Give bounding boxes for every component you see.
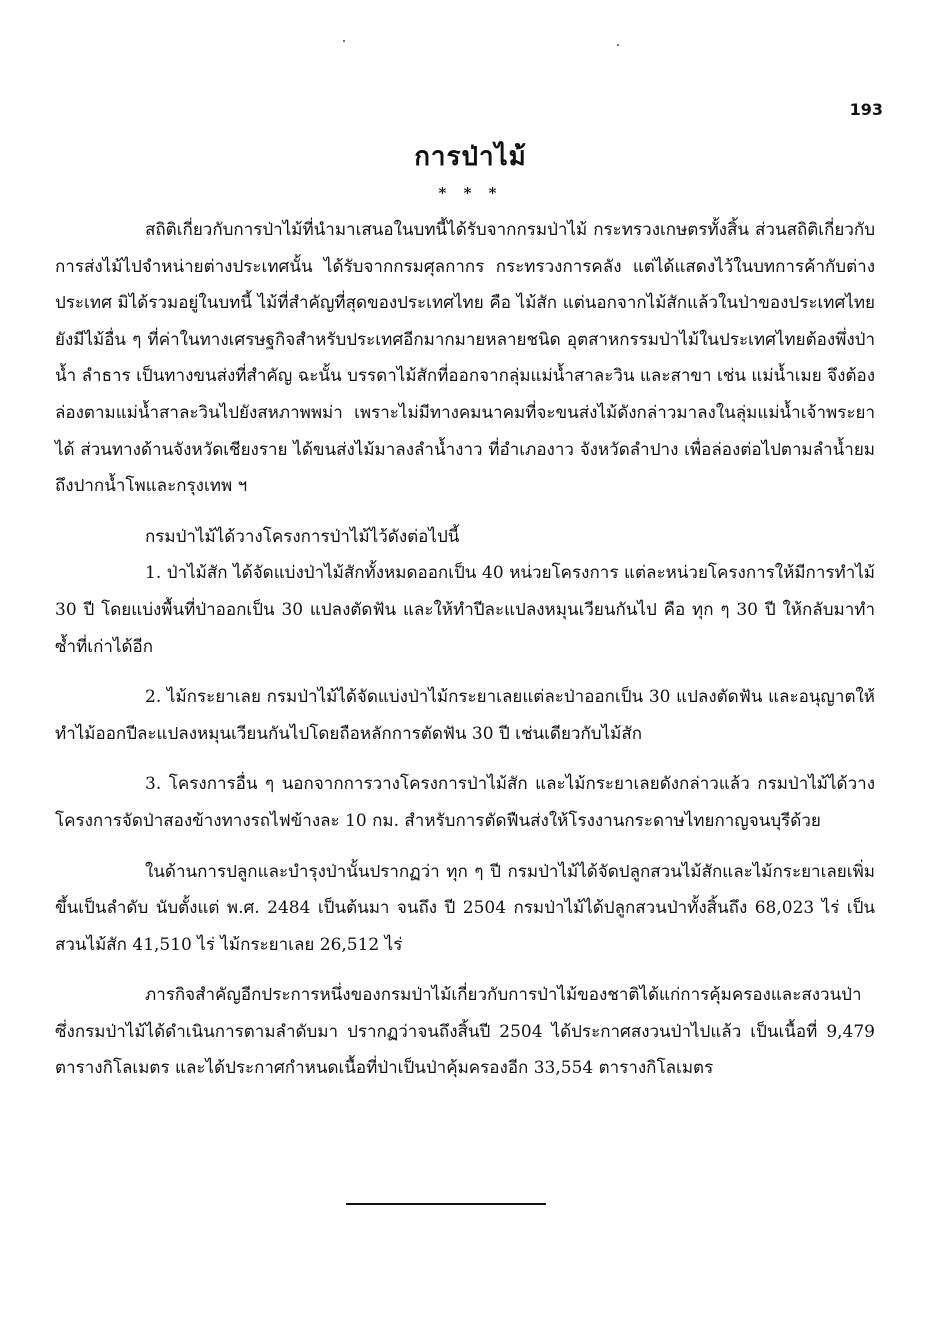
scan-speck bbox=[343, 40, 345, 42]
page-number: 193 bbox=[849, 100, 883, 119]
plan-item-other-projects: 3. โครงการอื่น ๆ นอกจากการวางโครงการป่าไม้สัก และไม้กระยาเลยดังกล่าวแล้ว กรมป่าไม้ได้วางโครงการจัดป่าสองข้างทางรถไฟข้างละ 10 กม. สำหรับการตัดฟืนส่งให้โรงงานกระดาษไทยกาญจนบุรีด้วย bbox=[55, 774, 875, 831]
plan-item-mixed-wood: 2. ไม้กระยาเลย กรมป่าไม้ได้จัดแบ่งป่าไม้กระยาเลยแต่ละป่าออกเป็น 30 แปลงตัดฟัน และอนุญาตให้ทำไม้ออกปีละแปลงหมุนเวียนกันไปโดยถือหลักการตัดฟัน 30 ปี เช่นเดียวกับไม้สัก bbox=[55, 687, 875, 744]
plan-item-teak: 1. ป่าไม้สัก ได้จัดแบ่งป่าไม้สักทั้งหมดออกเป็น 40 หน่วยโครงการ แต่ละหน่วยโครงการให้มีการทำไม้ 30 ปี โดยแบ่งพื้นที่ป่าออกเป็น 30 แปลงตัดฟัน และให้ทำปีละแปลงหมุนเวียนกันไป คือ ทุก ๆ 30 ปี ให้กลับมาทำซ้ำที่เก่าได้อีก bbox=[55, 563, 875, 657]
plantation-paragraph: ในด้านการปลูกและบำรุงป่านั้นปรากฏว่า ทุก ๆ ปี กรมป่าไม้ได้จัดปลูกสวนไม้สักและไม้กระยาเลยเพิ่มขึ้นเป็นลำดับ นับตั้งแต่ พ.ศ. 2484 เป็นต้นมา จนถึง ปี 2504 กรมป่าไม้ได้ปลูกสวนป่าทั้งสิ้นถึง 68,023 ไร่ เป็นสวนไม้สัก 41,510 ไร่ ไม้กระยาเลย 26,512 ไร่ bbox=[55, 861, 875, 955]
plan-intro-paragraph: กรมป่าไม้ได้วางโครงการป่าไม้ไว้ดังต่อไปนี้ bbox=[145, 526, 460, 547]
intro-paragraph: สถิติเกี่ยวกับการป่าไม้ที่นำมาเสนอในบทนี้ได้รับจากกรมป่าไม้ กระทรวงเกษตรทั้งสิ้น ส่วนสถิติเกี่ยวกับการส่งไม้ไปจำหน่ายต่างประเทศนั้น ได้รับจากกรมศุลกากร กระทรวงการคลัง แต่ได้แสดงไว้ในบทการค้ากับต่างประเทศ มิได้รวมอยู่ในบทนี้ ไม้ที่สำคัญที่สุดของประเทศไทย คือ ไม้สัก แต่นอกจากไม้สักแล้วในป่าของประเทศไทยยังมีไม้อื่น ๆ ที่ค่าในทางเศรษฐกิจสำหรับประเทศอีกมากมายหลายชนิด อุตสาหกรรมป่าไม้ในประเทศไทยต้องพึ่งป่าน้ำ ลำธาร เป็นทางขนส่งที่สำคัญ ฉะนั้น บรรดาไม้สักที่ออกจากลุ่มแม่น้ำสาละวิน และสาขา เช่น แม่น้ำเมย จึงต้องล่องตามแม่น้ำสาละวินไปยังสหภาพพม่า เพราะไม่มีทางคมนาคมที่จะขนส่งไม้ดังกล่าวมาลงในลุ่มแม่น้ำเจ้าพระยาได้ ส่วนทางด้านจังหวัดเชียงราย ได้ขนส่งไม้มาลงลำน้ำงาว ที่อำเภองาว จังหวัดลำปาง เพื่อล่องต่อไปตามลำน้ำยม ถึงปากน้ำโพและกรุงเทพ ฯ bbox=[55, 220, 875, 497]
page-title: การป่าไม้ bbox=[414, 142, 527, 172]
end-rule bbox=[346, 1203, 546, 1205]
conservation-paragraph: ภารกิจสำคัญอีกประการหนึ่งของกรมป่าไม้เกี่ยวกับการป่าไม้ของชาติได้แก่การคุ้มครองและสงวนป่า ซึ่งกรมป่าไม้ได้ดำเนินการตามลำดับมา ปรากฏว่าจนถึงสิ้นปี 2504 ได้ประกาศสงวนป่าไปแล้ว เป็นเนื้อที่ 9,479 ตารางกิโลเมตร และได้ประกาศกำหนดเนื้อที่ป่าเป็นป่าคุ้มครองอีก 33,554 ตารางกิโลเมตร bbox=[55, 985, 875, 1079]
document-body bbox=[55, 212, 875, 1087]
scan-speck bbox=[617, 44, 619, 46]
section-separator: * * * bbox=[438, 184, 503, 202]
